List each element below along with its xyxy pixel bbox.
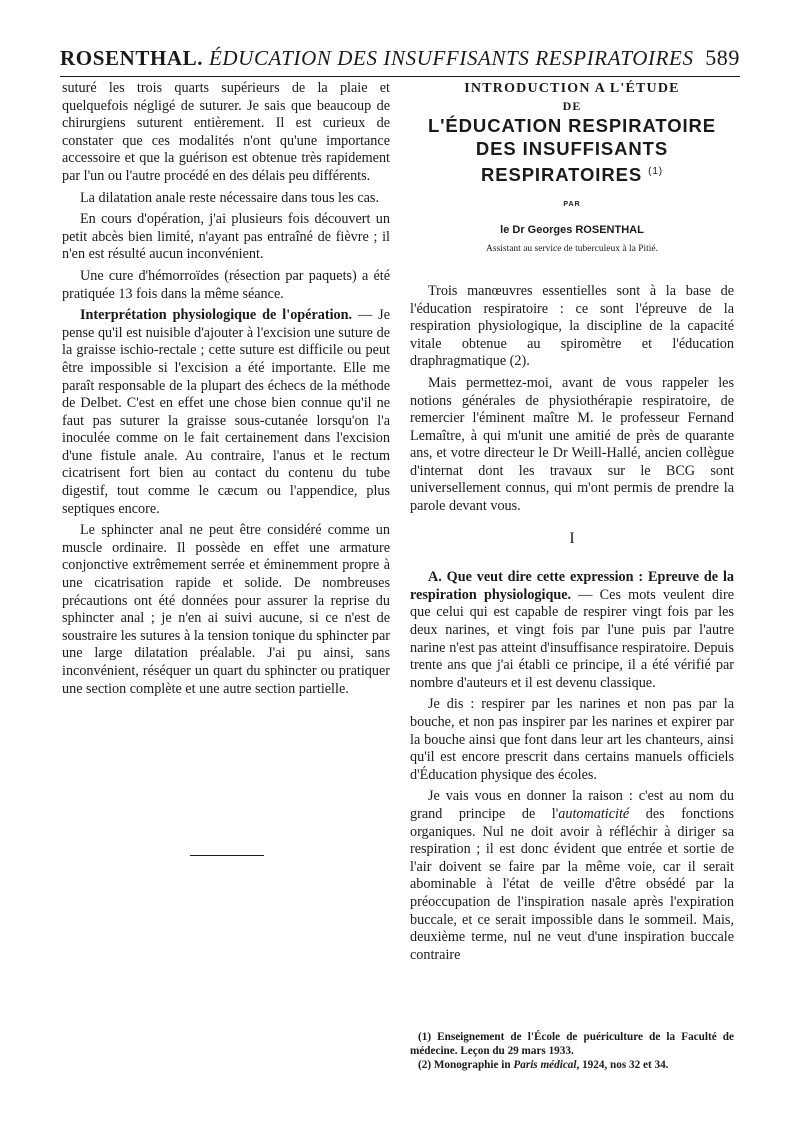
right-paragraph-1: Trois manœuvres essentielles sont à la base de l'éducation respiratoire : ce sont l'épreuve de la respiration physiologique, la discipline de la capacité vitale obtenue au spiromètre et l'éducation draphragmatique (2). xyxy=(410,282,734,370)
left-paragraph-1: suturé les trois quarts supérieurs de la plaie et quelquefois négligé de suturer. Je sais que beaucoup de chirurgiens suturent entièrement. Il est curieux de constater que ces modalités n'ont qu'une importance accessoire et que la guérison est obtenue très rapidement par l'un ou l'autre procédé en des délais peu différents. xyxy=(62,80,390,184)
article-title-line-5 xyxy=(410,160,734,186)
right-paragraph-4: Je dis : respirer par les narines et non pas par la bouche, et non pas inspirer par les narines et expirer par la bouche ainsi que font dans leur art les chanteurs, ainsi qu'il est encore prescrit dans certains manuels officiels d'Éducation physique des écoles. xyxy=(410,696,734,783)
section-heading-physiology: Interprétation physiologique de l'opération. xyxy=(80,307,353,324)
right-paragraph-3-text: — Ces mots veulent dire que celui qui est capable de respirer vingt fois par les deux narines, et vingt fois par l'une puis par l'autre narine n'est pas atteint d'insuffisance respiratoire. Depuis trente ans que j'ai établi ce principe, il a été vérifié par nombre d'auteurs et il est devenu classique. xyxy=(410,586,734,691)
byline-par: PAR xyxy=(563,201,581,209)
footnote-2 xyxy=(410,1058,734,1072)
right-paragraph-3 xyxy=(410,569,734,692)
footnote-1: (1) Enseignement de l'École de puériculture de la Faculté de médecine. Leçon du 29 mars 1933. xyxy=(410,1031,734,1057)
page-number: 589 xyxy=(705,45,740,70)
header-title: ÉDUCATION DES INSUFFISANTS RESPIRATOIRES xyxy=(208,45,694,70)
author-affiliation: Assistant au service de tuberculeux à la Pitié. xyxy=(485,244,658,255)
article-title-line-3: L'ÉDUCATION RESPIRATOIRE xyxy=(427,115,717,136)
right-paragraph-5-a: Je vais vous en donner la raison : c'est au nom du grand principe de l' xyxy=(410,788,734,822)
left-column xyxy=(62,80,390,702)
header-author: ROSENTHAL. xyxy=(60,45,204,70)
section-heading-a: A. Que veut dire cette expression : Epreuve de la respiration physiologique. xyxy=(410,569,734,603)
left-paragraph-5 xyxy=(62,307,390,518)
title-footnote-ref: (1) xyxy=(648,166,664,177)
footnote-2-emphasis: Paris médical xyxy=(513,1059,577,1071)
section-number: I xyxy=(569,529,575,547)
left-paragraph-4: Une cure d'hémorroïdes (résection par paquets) a été pratiquée 13 fois dans la même séance. xyxy=(62,267,390,302)
left-paragraph-3: En cours d'opération, j'ai plusieurs fois découvert un petit abcès bien limité, n'ayant pas entraîné de fièvre ; il n'en est résulté aucun inconvénient. xyxy=(62,211,390,263)
right-paragraph-5-emphasis: automaticité xyxy=(558,805,630,822)
article-title xyxy=(410,80,734,186)
left-paragraph-5-text: — Je pense qu'il est nuisible d'ajouter à l'excision une suture de la graisse ischio-rectale ; cette suture est difficile ou peut être impossible si l'excision a été importante. Elle me paraît responsable de la plupart des échecs de la méthode de Delbet. C'est en effet une chose bien connue qu'il ne faut pas suturer la graisse sous-cutanée lorsqu'on l'a inoculée comme on le fait certainement dans l'excision d'une fistule anale. Au contraire, l'anus et le rectum cicatrisent fort bien au contact du contenu du tube digestif, tout comme le cæcum ou l'appendice, plus septiques encore. xyxy=(62,307,390,517)
right-paragraph-5-b: des fonctions organiques. Nul ne doit avoir à réfléchir à diriger sa respiration ; il est donc évident que entrée et sortie de l'air doivent se faire par la même voie, car il serait abominable à l'état de veille d'être obsédé par la préoccupation de l'inspiration nasale après l'expiration buccale, et ce serait impossible dans le sommeil. Mais, deuxième terme, nul ne veut d'une inspiration buccale contraire xyxy=(410,805,734,963)
article-title-line-4: DES INSUFFISANTS xyxy=(475,138,669,159)
article-title-line-5-text: RESPIRATOIRES xyxy=(480,164,643,186)
end-of-article-rule xyxy=(190,855,264,856)
running-header xyxy=(60,40,740,77)
header-title-line xyxy=(60,46,694,71)
right-paragraph-2: Mais permettez-moi, avant de vous rappeler les notions générales de physiothérapie respiratoire, de remercier l'éminent maître M. le professeur Fernand Lemaître, à qui m'unit une amitié de près de quarante ans, et votre directeur le Dr Weill-Hallé, ancien collègue d'internat dont les travaux sur le BCG sont universellement connus, qui m'ont permis de prendre la parole devant vous. xyxy=(410,374,734,515)
article-title-line-2: DE xyxy=(562,99,582,113)
left-paragraph-6: Le sphincter anal ne peut être considéré comme un muscle ordinaire. Il possède en effet une armature conjonctive extrêmement serrée et éminemment propre à une cicatrisation rapide et solide. De nombreuses précautions ont été données pour assurer la reprise du sphincter anal ; je n'en ai suivi aucune, si ce n'est de soustraire les sutures à la tension tonique du sphincter par une large dilatation préalable. J'ai pu ainsi, sans inconvénient, réséquer un quart du sphincter ou pratiquer une section complète et une autre section partielle. xyxy=(62,522,390,697)
article-author: le Dr Georges ROSENTHAL xyxy=(500,223,644,236)
article-title-line-1: INTRODUCTION A L'ÉTUDE xyxy=(464,81,680,96)
footnote-2-b: , 1924, nos 32 et 34. xyxy=(576,1059,669,1071)
right-paragraph-5 xyxy=(410,788,734,964)
footnote-2-a: (2) Monographie in xyxy=(418,1059,514,1071)
footnotes xyxy=(410,1030,734,1072)
left-paragraph-2: La dilatation anale reste nécessaire dans tous les cas. xyxy=(80,189,379,206)
right-column xyxy=(410,80,734,968)
